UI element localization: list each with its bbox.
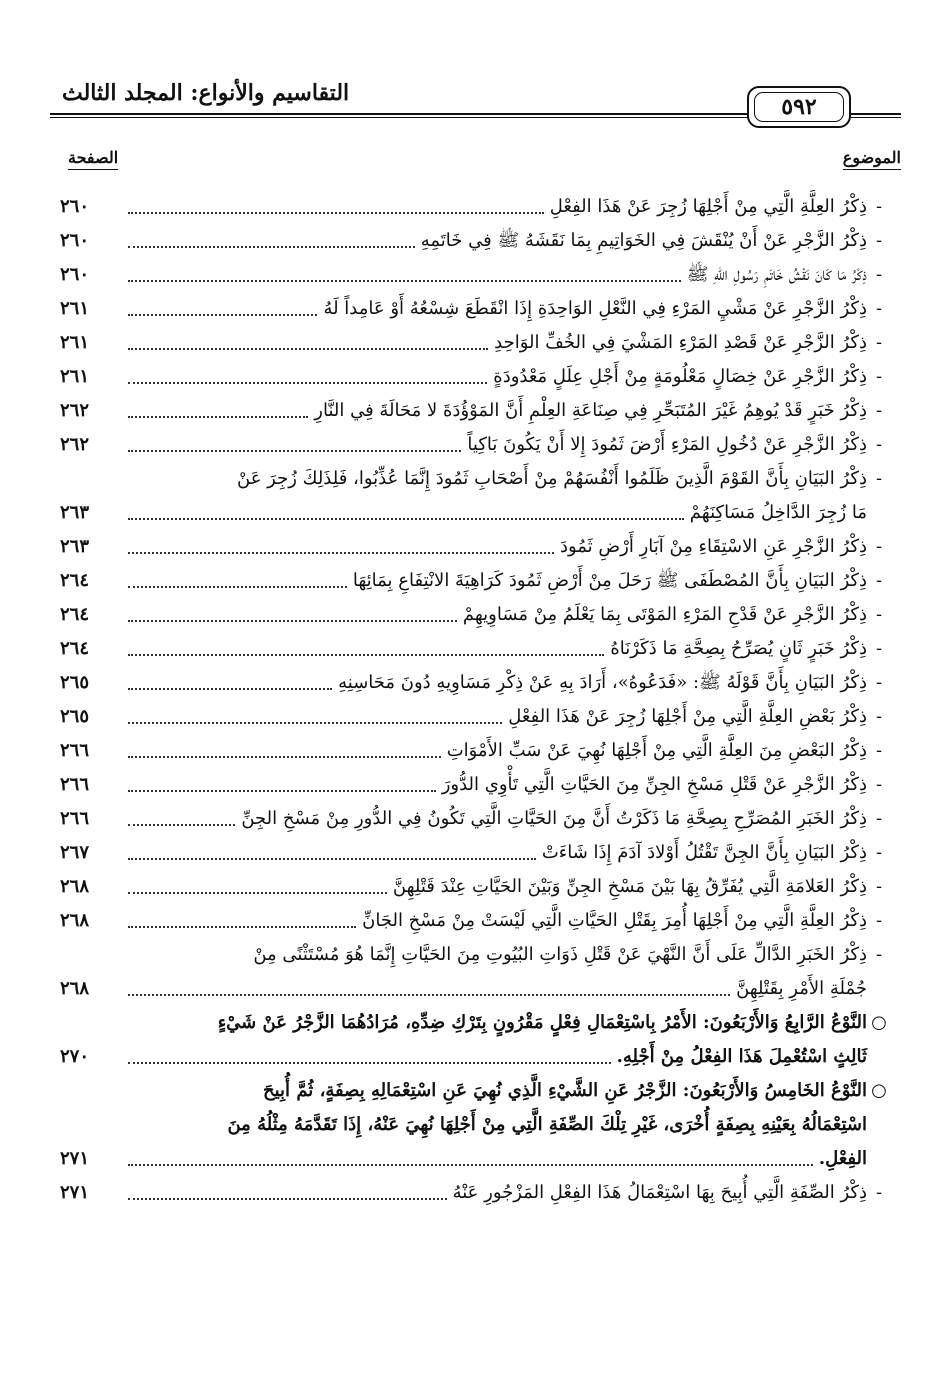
dash-bullet-icon: - [875, 400, 883, 421]
topic-column-heading: الموضوع [843, 148, 901, 170]
toc-page-number: ٢٦١ [60, 298, 90, 319]
dash-bullet-icon: - [875, 298, 883, 319]
toc-entry-line [60, 564, 891, 598]
dash-bullet-icon: - [875, 706, 883, 727]
toc-entry-line [60, 1006, 891, 1040]
leader-dots [128, 450, 461, 452]
leader-dots [128, 790, 436, 792]
toc-entry-line [60, 632, 891, 666]
dash-bullet-icon: - [875, 604, 883, 625]
toc-entry-text: ذِكْرُ البَيَانِ بِأَنَّ المُصْطَفَى ﷺ رَحَلَ مِنْ أَرْضِ ثَمُودَ كَرَاهِيَةَ الانْتِفَاعِ بِمَائِهَا [352, 570, 867, 591]
leader-dots [128, 348, 488, 350]
toc-entry [60, 224, 891, 258]
toc-entry [60, 836, 891, 870]
toc-entry-text: النَّوْعُ الرَّابِعُ وَالأَرْبَعُونَ: الأَمْرُ بِاسْتِعْمَالِ فِعْلٍ مَقْرُونٍ بِتَرْكِ ضِدِّهِ، مُرَادُهُمَا الزَّجْرُ عَنْ شَيْءٍ [217, 1012, 867, 1033]
toc-entry [60, 428, 891, 462]
toc-entry-text: ذِكْرُ الصِّفَةِ الَّتِي أُبِيحَ بِهَا اسْتِعْمَالُ هَذَا الفِعْلِ المَزْجُورِ عَنْهُ [452, 1182, 867, 1203]
toc-entry-text: ذِكْرُ الزَّجْرِ عَنْ قَصْدِ المَرْءِ المَشْيَ فِي الخُفِّ الوَاحِدِ [494, 332, 867, 353]
toc-entry [60, 870, 891, 904]
toc-entry-text: ذِكْرُ الزَّجْرِ عَنِ الاسْتِقَاءِ مِنْ آبَارِ أَرْضِ ثَمُودَ [559, 536, 867, 557]
dash-bullet-icon: - [875, 196, 883, 217]
toc-entry [60, 700, 891, 734]
toc-entry [60, 734, 891, 768]
toc-entry [60, 258, 891, 292]
toc-entry-text: ذِكْرُ الخَبَرِ المُصَرِّحِ بِصِحَّةِ مَا ذَكَرْتُ أَنَّ مِنَ الحَيَّاتِ الَّتِي تَكُونُ فِي الدُّورِ مِنْ مَسْخِ الجِنِّ [241, 808, 867, 829]
toc-entry [60, 564, 891, 598]
dash-bullet-icon: - [875, 366, 883, 387]
page-column-heading: الصفحة [68, 148, 118, 170]
toc-page-number: ٢٦٧ [60, 842, 90, 863]
toc-entry [60, 292, 891, 326]
toc-page-number: ٢٦٦ [60, 808, 90, 829]
toc-entry [60, 1176, 891, 1210]
toc-entry-text: ذِكْرُ العَلامَةِ الَّتِي يُفَرِّقُ بِهَا بَيْنَ مَسْخِ الجِنِّ وَبَيْنَ الحَيَّاتِ عِنْدَ قَتْلِهِنَّ [392, 876, 867, 897]
toc-entry-line [60, 326, 891, 360]
toc-entry-line [60, 462, 891, 496]
page-number: ٥٩٢ [754, 92, 844, 122]
leader-dots [128, 756, 441, 758]
toc-entry [60, 938, 891, 1006]
toc-entry-text: جُمْلَةِ الأَمْرِ بِقَتْلِهِنَّ [736, 978, 867, 999]
toc-entry-line [60, 1108, 891, 1142]
leader-dots [128, 1198, 447, 1200]
toc-entry-text: ذِكْرُ خَبَرٍ ثَانٍ يُصَرِّحُ بِصِحَّةِ مَا ذَكَرْنَاهُ [610, 638, 867, 659]
toc-page-number: ٢٧١ [60, 1182, 90, 1203]
toc-entry-line [60, 700, 891, 734]
leader-dots [128, 552, 554, 554]
toc-entry-text: ثَالِثٍ اسْتُعْمِلَ هَذَا الفِعْلُ مِنْ أَجْلِهِ. [616, 1046, 867, 1067]
toc-entry-text: ذِكْرُ بَعْضِ العِلَّةِ الَّتِي مِنْ أَجْلِهَا زُجِرَ عَنْ هَذَا الفِعْلِ [508, 706, 867, 727]
dash-bullet-icon: - [875, 876, 883, 897]
leader-dots [128, 620, 457, 622]
leader-dots [128, 892, 387, 894]
dash-bullet-icon: - [875, 910, 883, 931]
toc-entry-line [60, 598, 891, 632]
toc-entry [60, 530, 891, 564]
toc-page-number: ٢٧٠ [60, 1046, 90, 1067]
toc-entry-text: ذِكْرُ الخَبَرِ الدَّالِّ عَلَى أَنَّ النَّهْيَ عَنْ قَتْلِ ذَوَاتِ البُيُوتِ مِنَ الحَيَّاتِ إِنَّمَا هُوَ مُسْتَثْنًى مِنْ [253, 944, 867, 965]
leader-dots [128, 586, 347, 588]
dash-bullet-icon: - [875, 332, 883, 353]
toc-entry-line [60, 1074, 891, 1108]
toc-entry-text: النَّوْعُ الخَامِسُ وَالأَرْبَعُونَ: الزَّجْرُ عَنِ الشَّيْءِ الَّذِي نُهِيَ عَنِ اسْتِعْمَالِهِ بِصِفَةٍ، ثُمَّ أُبِيحَ [262, 1080, 867, 1101]
toc-entry-text: ذِكْرُ الزَّجْرِ عَنْ قَدْحِ المَرْءِ المَوْتَى بِمَا يَعْلَمُ مِنْ مَسَاوِيهِمْ [462, 604, 867, 625]
toc-page-number: ٢٦٢ [60, 400, 90, 421]
toc-page-number: ٢٦٨ [60, 978, 90, 999]
toc-entry-text: ذِكْرُ البَيَانِ بِأَنَّ الجِنَّ تَقْتُلُ أَوْلادَ آدَمَ إِذَا شَاءَتْ [541, 842, 867, 863]
toc-page-number: ٢٦٠ [60, 264, 90, 285]
circle-bullet-icon: ○ [871, 1080, 887, 1101]
dash-bullet-icon: - [875, 434, 883, 455]
toc-entry-text: ذِكْرُ العِلَّةِ الَّتِي مِنْ أَجْلِهَا أُمِرَ بِقَتْلِ الحَيَّاتِ الَّتِي لَيْسَتْ مِنْ مَسْخِ الجَانِّ [362, 910, 867, 931]
toc-page-number: ٢٦٥ [60, 706, 90, 727]
toc-entry [60, 462, 891, 530]
toc-entry-text: ذِكْرُ العِلَّةِ الَّتِي مِنْ أَجْلِهَا زُجِرَ عَنْ هَذَا الفِعْلِ [549, 196, 867, 217]
toc-entry [60, 1006, 891, 1074]
toc-entry [60, 394, 891, 428]
leader-dots [128, 824, 235, 826]
circle-bullet-icon: ○ [871, 1012, 887, 1033]
toc-page-number: ٢٦٥ [60, 672, 90, 693]
leader-dots [128, 688, 332, 690]
toc-page-number: ٢٦٣ [60, 536, 90, 557]
table-of-contents [60, 190, 891, 1210]
toc-entry-text: مَا زُجِرَ الدَّاخِلُ مَسَاكِنَهُمْ [689, 502, 867, 523]
toc-page-number: ٢٧١ [60, 1148, 90, 1169]
toc-entry-line [60, 836, 891, 870]
page-header [50, 72, 901, 128]
toc-entry-text: اسْتِعْمَالُهُ بِعَيْنِهِ بِصِفَةٍ أُخْرَى، غَيْرِ تِلْكَ الصِّفَةِ الَّتِي مِنْ أَجْلِهَا نُهِيَ عَنْهُ، إِذَا تَقَدَّمَهُ مِثْلُهُ مِنَ [227, 1114, 867, 1135]
toc-entry [60, 326, 891, 360]
toc-entry-line [60, 190, 891, 224]
dash-bullet-icon: - [875, 536, 883, 557]
toc-page-number: ٢٦١ [60, 332, 90, 353]
toc-page-number: ٢٦٨ [60, 876, 90, 897]
toc-entry-text: الفِعْلِ. [818, 1148, 867, 1169]
toc-page-number: ٢٦٠ [60, 196, 90, 217]
dash-bullet-icon: - [875, 264, 883, 285]
toc-entry-line [60, 802, 891, 836]
toc-page-number: ٢٦٢ [60, 434, 90, 455]
page-number-frame [747, 86, 851, 128]
toc-entry-line [60, 496, 891, 530]
dash-bullet-icon: - [875, 638, 883, 659]
column-headings [60, 148, 901, 178]
toc-entry-line [60, 360, 891, 394]
toc-entry-text: ذِكْرُ الزَّجْرِ عَنْ دُخُولِ المَرْءِ أَرْضَ ثَمُودَ إِلا أَنْ يَكُونَ بَاكِياً [467, 434, 867, 455]
dash-bullet-icon: - [875, 570, 883, 591]
running-title: التقاسيم والأنواع: المجلد الثالث [58, 80, 353, 106]
dash-bullet-icon: - [875, 468, 883, 489]
toc-page-number: ٢٦٦ [60, 774, 90, 795]
leader-dots [128, 1062, 611, 1064]
toc-entry-line [60, 530, 891, 564]
toc-entry-text: ذِكْرُ البَيَانِ بِأَنَّ القَوْمَ الَّذِينَ ظَلَمُوا أَنْفُسَهُمْ مِنْ أَصْحَابِ ثَمُودَ إِنَّمَا عُذِّبُوا، فَلِذَلِكَ زُجِرَ عَنْ [237, 468, 867, 489]
toc-entry-text: ذِكْرُ الزَّجْرِ عَنْ قَتْلِ مَسْخِ الجِنِّ مِنَ الحَيَّاتِ الَّتِي تَأْوِي الدُّورَ [441, 774, 867, 795]
leader-dots [128, 1164, 813, 1166]
leader-dots [128, 314, 317, 316]
dash-bullet-icon: - [875, 1182, 883, 1203]
toc-entry-line [60, 972, 891, 1006]
toc-entry-text: ذِكْرُ الزَّجْرِ عَنْ أَنْ يُنْقَشَ فِي الخَوَاتِيمِ بِمَا نَقَشَهُ ﷺ فِي خَاتَمِهِ [420, 230, 867, 251]
leader-dots [128, 416, 308, 418]
toc-entry-text: ذِكْرُ الزَّجْرِ عَنْ خِصَالٍ مَعْلُومَةٍ مِنْ أَجْلِ عِلَلٍ مَعْدُودَةٍ [493, 366, 867, 387]
toc-entry [60, 360, 891, 394]
toc-page-number: ٢٦١ [60, 366, 90, 387]
toc-entry-text: ذِكْرُ مَا كَانَ نَقْشُ خَاتَمِ رَسُولِ اللهِ ﷺ [686, 264, 867, 285]
toc-entry-line [60, 768, 891, 802]
toc-entry-line [60, 1176, 891, 1210]
leader-dots [128, 280, 681, 282]
toc-entry-text: ذِكْرُ الزَّجْرِ عَنْ مَشْيِ المَرْءِ فِي النَّعْلِ الوَاحِدَةِ إِذَا انْقَطَعَ شِسْعُهُ أَوْ عَامِداً لَهُ [323, 298, 867, 319]
dash-bullet-icon: - [875, 842, 883, 863]
toc-entry-line [60, 428, 891, 462]
toc-entry-line [60, 870, 891, 904]
toc-entry [60, 666, 891, 700]
leader-dots [128, 518, 684, 520]
toc-page-number: ٢٦٤ [60, 570, 90, 591]
toc-entry-line [60, 666, 891, 700]
toc-page-number: ٢٦٣ [60, 502, 90, 523]
leader-dots [128, 926, 356, 928]
toc-entry-line [60, 938, 891, 972]
leader-dots [128, 858, 536, 860]
toc-entry-line [60, 1040, 891, 1074]
toc-entry-line [60, 292, 891, 326]
toc-entry-text: ذِكْرُ خَبَرٍ قَدْ يُوهِمُ غَيْرَ المُتَبَحِّرِ فِي صِنَاعَةِ العِلْمِ أَنَّ المَوْؤُدَةَ لا مَحَالَةَ فِي النَّارِ [314, 400, 867, 421]
toc-page-number: ٢٦٦ [60, 740, 90, 761]
toc-entry-line [60, 258, 891, 292]
dash-bullet-icon: - [875, 774, 883, 795]
leader-dots [128, 722, 502, 724]
toc-page-number: ٢٦٨ [60, 910, 90, 931]
toc-entry-line [60, 224, 891, 258]
toc-entry-line [60, 904, 891, 938]
leader-dots [128, 246, 415, 248]
toc-entry-line [60, 394, 891, 428]
leader-dots [128, 212, 544, 214]
dash-bullet-icon: - [875, 740, 883, 761]
toc-entry [60, 802, 891, 836]
toc-entry-line [60, 734, 891, 768]
dash-bullet-icon: - [875, 944, 883, 965]
dash-bullet-icon: - [875, 672, 883, 693]
toc-entry [60, 768, 891, 802]
toc-entry [60, 632, 891, 666]
dash-bullet-icon: - [875, 808, 883, 829]
toc-page-number: ٢٦٤ [60, 604, 90, 625]
toc-page-number: ٢٦٤ [60, 638, 90, 659]
dash-bullet-icon: - [875, 230, 883, 251]
toc-entry [60, 1074, 891, 1176]
leader-dots [128, 654, 604, 656]
toc-entry [60, 190, 891, 224]
toc-page-number: ٢٦٠ [60, 230, 90, 251]
toc-entry [60, 598, 891, 632]
toc-entry-text: ذِكْرُ البَيَانِ بِأَنَّ قَوْلَهُ ﷺ: «فَدَعُوهُ»، أَرَادَ بِهِ عَنْ ذِكْرِ مَسَاوِيهِ دُونَ مَحَاسِنِهِ [338, 672, 867, 693]
leader-dots [128, 382, 487, 384]
toc-entry-line [60, 1142, 891, 1176]
leader-dots [128, 994, 730, 996]
toc-entry-text: ذِكْرُ البَعْضِ مِنَ العِلَّةِ الَّتِي مِنْ أَجْلِهَا نُهِيَ عَنْ سَبِّ الأَمْوَاتِ [446, 740, 867, 761]
toc-entry [60, 904, 891, 938]
